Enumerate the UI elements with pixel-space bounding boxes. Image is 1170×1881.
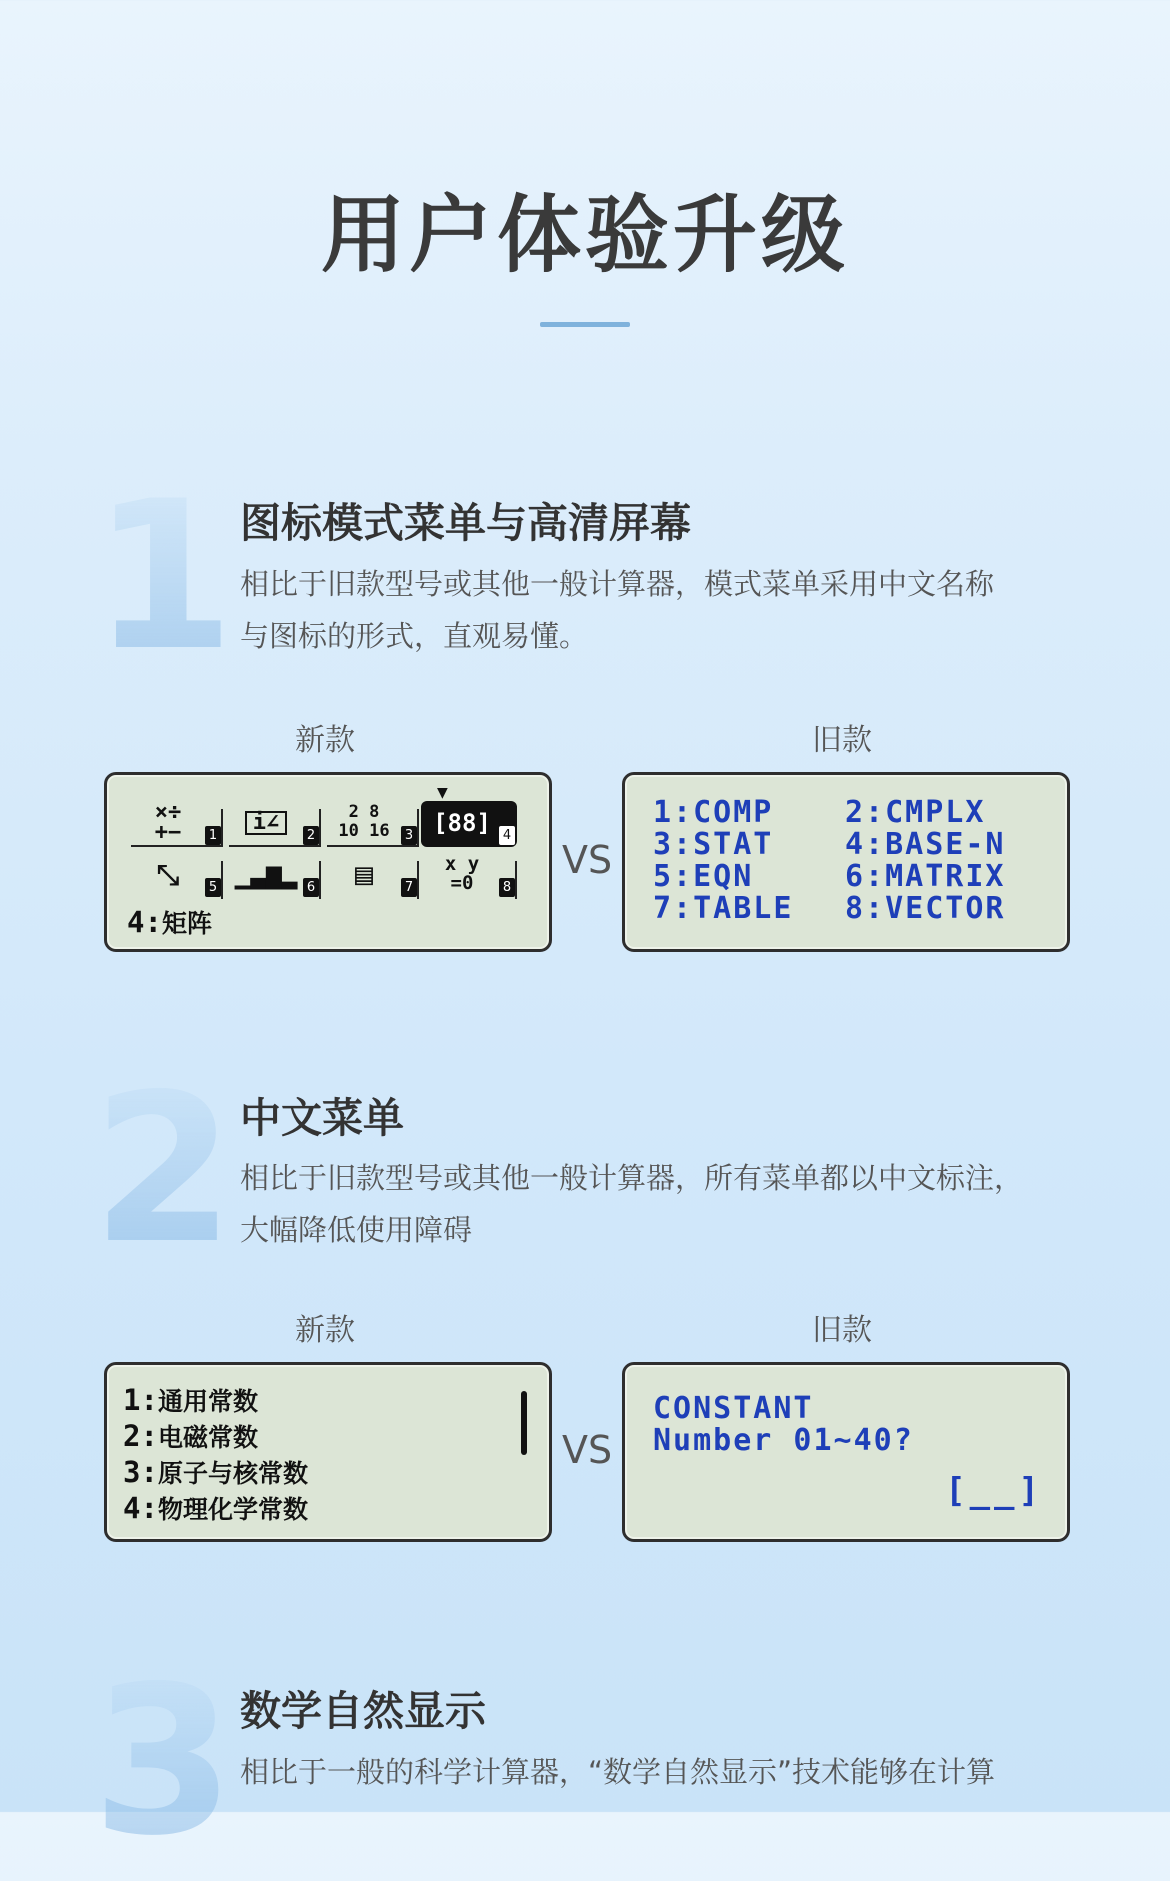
- statistics-icon: ▁▃▆▂: [234, 860, 298, 890]
- section-2-title: 中文菜单: [240, 1094, 404, 1142]
- old-constant-line1: CONSTANT: [653, 1391, 814, 1426]
- section-2-old-label: 旧款: [812, 1313, 872, 1348]
- old-constant-input: [__]: [945, 1471, 1043, 1511]
- mode-icon-4-num: 4: [499, 826, 515, 845]
- section-3-number: 3: [92, 1643, 235, 1881]
- section-2-desc-line2: 大幅降低使用障碍: [240, 1213, 473, 1247]
- matrix-icon: [88]: [433, 809, 491, 837]
- mode-icon-8-num: 8: [499, 878, 515, 897]
- scroll-arrow-icon: ▼: [437, 785, 448, 801]
- constant-menu-item: 4:物理化学常数: [123, 1491, 308, 1525]
- old-mode-menu-screen: [622, 772, 1070, 952]
- mode-status-num: 4: [127, 905, 145, 939]
- base-n-icon: 2 8 10 16: [338, 802, 390, 841]
- old-mode-row: 7:TABLE 8:VECTOR: [653, 891, 1006, 926]
- mode-icon-5-num: 5: [205, 878, 221, 897]
- title-divider: [540, 322, 630, 327]
- constant-menu-item: 3:原子与核常数: [123, 1455, 308, 1489]
- constant-menu-list: [123, 1383, 308, 1527]
- section-2-desc: [240, 1152, 1100, 1256]
- calc-basic-icon: ×÷ +−: [154, 800, 182, 845]
- vector-icon: ⤡: [156, 858, 180, 891]
- section-3-title: 数学自然显示: [240, 1687, 486, 1735]
- mode-icon-2-num: 2: [303, 826, 319, 845]
- section-1-new-label: 新款: [295, 723, 355, 758]
- new-constant-menu-screen: [104, 1362, 552, 1542]
- mode-icon-7: [323, 853, 419, 899]
- mode-icon-3: [323, 801, 419, 847]
- section-1-desc-line2: 与图标的形式，直观易懂。: [240, 619, 589, 653]
- section-1-desc-line1: 相比于旧款型号或其他一般计算器，模式菜单采用中文名称: [240, 567, 995, 601]
- scrollbar: [521, 1391, 527, 1455]
- old-mode-row: 1:COMP 2:CMPLX: [653, 795, 986, 830]
- old-constant-text: [653, 1393, 914, 1457]
- section-3-desc-line1: 相比于一般的科学计算器，“数学自然显示”技术能够在计算: [240, 1755, 996, 1789]
- section-3-desc: [240, 1746, 1100, 1798]
- section-1-old-label: 旧款: [812, 723, 872, 758]
- constant-menu-item: 2:电磁常数: [123, 1419, 258, 1453]
- mode-icon-6-num: 6: [303, 878, 319, 897]
- section-1-title: 图标模式菜单与高清屏幕: [240, 499, 691, 547]
- mode-icon-1: [127, 801, 223, 847]
- section-2-vs: VS: [562, 1428, 613, 1472]
- mode-status-text: 矩阵: [161, 909, 212, 938]
- mode-status-line: [127, 905, 212, 941]
- mode-icon-5: [127, 853, 223, 899]
- mode-icon-1-num: 1: [205, 826, 221, 845]
- old-mode-list: [653, 797, 1053, 925]
- mode-icon-2: [225, 801, 321, 847]
- section-2-new-label: 新款: [295, 1313, 355, 1348]
- section-2-desc-line1: 相比于旧款型号或其他一般计算器，所有菜单都以中文标注，: [240, 1161, 1024, 1195]
- mode-icon-4-selected: [421, 801, 517, 847]
- table-icon: ▤: [354, 857, 374, 892]
- mode-icon-3-num: 3: [401, 826, 417, 845]
- equation-icon: x y =0: [444, 853, 480, 894]
- constant-menu-item: 1:通用常数: [123, 1383, 258, 1417]
- page-title: 用户体验升级: [320, 186, 849, 284]
- mode-icon-6: [225, 853, 321, 899]
- mode-status-sep: :: [144, 905, 162, 939]
- mode-icon-8: [421, 853, 517, 899]
- section-1-number: 1: [92, 458, 235, 696]
- old-mode-row: 5:EQN 6:MATRIX: [653, 859, 1006, 894]
- old-constant-line2: Number 01~40?: [653, 1423, 914, 1458]
- complex-icon: i∠: [231, 803, 301, 843]
- mode-icon-7-num: 7: [401, 878, 417, 897]
- section-1-vs: VS: [562, 838, 613, 882]
- section-1-desc: [240, 558, 1100, 662]
- old-constant-screen: [622, 1362, 1070, 1542]
- new-mode-menu-screen: [104, 772, 552, 952]
- section-2-number: 2: [92, 1051, 235, 1289]
- old-mode-row: 3:STAT 4:BASE-N: [653, 827, 1006, 862]
